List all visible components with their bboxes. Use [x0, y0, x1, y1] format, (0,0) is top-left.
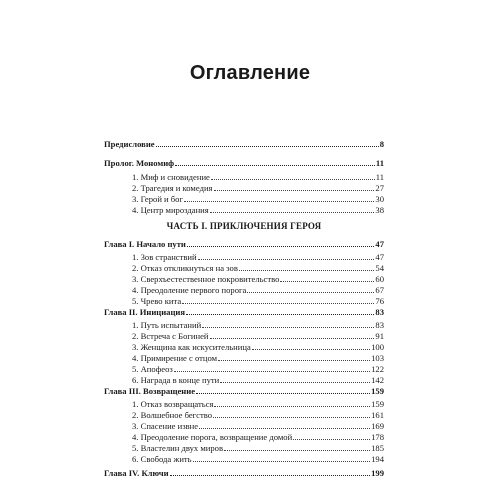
dot-leader	[218, 352, 370, 361]
dot-leader	[170, 467, 371, 476]
toc-entry-chapter-2[interactable]	[104, 306, 384, 318]
toc-entry-label: 3. Спасение извне	[132, 421, 199, 431]
toc-page-number: 91	[375, 331, 384, 341]
toc-page-number: 161	[371, 410, 384, 420]
toc-entry-label: 2. Отказ откликнуться на зов	[132, 263, 238, 273]
dot-leader	[199, 420, 370, 429]
toc-page-number: 100	[371, 342, 384, 352]
toc-page-number: 67	[375, 285, 384, 295]
toc-entry-label: Глава III. Возвращение	[104, 386, 196, 396]
dot-leader	[213, 409, 370, 418]
toc-entry-label: 1. Путь испытаний	[132, 320, 202, 330]
dot-leader	[175, 157, 375, 166]
toc-entry-chapter-4[interactable]	[104, 467, 384, 479]
toc-entry-label: Пролог. Мономиф	[104, 158, 175, 168]
dot-leader	[202, 319, 374, 328]
dot-leader	[210, 330, 375, 339]
toc-page-number: 47	[375, 239, 384, 249]
toc-entry-prologue[interactable]	[104, 157, 384, 169]
toc-page-number: 83	[375, 307, 384, 317]
toc-entry-label: Глава II. Инициация	[104, 307, 186, 317]
toc-page-number: 194	[371, 454, 384, 464]
dot-leader	[247, 284, 374, 293]
dot-leader	[182, 295, 374, 304]
dot-leader	[214, 182, 375, 191]
toc-page-number: 47	[375, 252, 384, 262]
dot-leader	[220, 374, 370, 383]
dot-leader	[174, 363, 370, 372]
part-heading: ЧАСТЬ I. ПРИКЛЮЧЕНИЯ ГЕРОЯ	[166, 221, 322, 231]
toc-entry-label: 2. Волшебное бегство	[132, 410, 213, 420]
toc-page-number: 185	[371, 443, 384, 453]
dot-leader	[186, 306, 374, 315]
dot-leader	[293, 431, 370, 440]
toc-entry-label: 2. Трагедия и комедия	[132, 183, 213, 193]
toc-page-number: 178	[371, 432, 384, 442]
toc-entry-label: Предисловие	[104, 139, 155, 149]
dot-leader	[239, 262, 375, 271]
toc-entry-label: 4. Центр мироздания	[132, 205, 209, 215]
dot-leader	[280, 273, 374, 282]
toc-entry-label: 1. Зов странствий	[132, 252, 197, 262]
dot-leader	[214, 398, 370, 407]
toc-entry-label: 5. Властелин двух миров	[132, 443, 224, 453]
dot-leader	[210, 204, 375, 213]
toc-entry-label: 4. Преодоление первого порога	[132, 285, 247, 295]
toc-page-number: 159	[371, 399, 384, 409]
toc-page-number: 142	[371, 375, 384, 385]
dot-leader	[252, 341, 370, 350]
toc-subentry[interactable]	[104, 453, 384, 465]
dot-leader	[187, 238, 375, 247]
dot-leader	[193, 453, 371, 462]
toc-page-number: 122	[371, 364, 384, 374]
toc-page-number: 199	[371, 468, 384, 478]
toc-page-number: 54	[375, 263, 384, 273]
toc-entry-label: 1. Миф и сновидение	[132, 172, 210, 182]
toc-entry-label: 2. Встреча с Богиней	[132, 331, 209, 341]
toc-page-number: 76	[375, 296, 384, 306]
dot-leader	[224, 442, 370, 451]
dot-leader	[211, 171, 375, 180]
toc-subentry[interactable]	[104, 204, 384, 216]
toc-entry-label: 4. Примирение с отцом	[132, 353, 218, 363]
toc-entry-label: Глава I. Начало пути	[104, 239, 186, 249]
toc-entry-label: 3. Женщина как искусительница	[132, 342, 251, 352]
toc-page-number: 11	[375, 158, 384, 168]
toc-page-number: 169	[371, 421, 384, 431]
toc-entry-label: 3. Герой и бог	[132, 194, 184, 204]
toc-page-number: 30	[375, 194, 384, 204]
toc-page-number: 27	[375, 183, 384, 193]
toc-entry-label: 5. Апофеоз	[132, 364, 173, 374]
toc-entry-label: 4. Преодоление порога, возвращение домой	[132, 432, 293, 442]
page-title: Оглавление	[189, 62, 311, 84]
toc-page-number: 60	[375, 274, 384, 284]
dot-leader	[198, 251, 375, 260]
toc-entry-preface[interactable]	[104, 138, 384, 150]
toc-page-number: 83	[375, 320, 384, 330]
dot-leader	[196, 385, 370, 394]
toc-entry-label: 6. Свобода жить	[132, 454, 192, 464]
toc-entry-chapter-3[interactable]	[104, 385, 384, 397]
toc-page-number: 103	[371, 353, 384, 363]
toc-entry-label: 1. Отказ возвращаться	[132, 399, 214, 409]
toc-entry-label: 3. Сверхъестественное покровительство	[132, 274, 280, 284]
dot-leader	[156, 138, 379, 147]
toc-entry-label: 5. Чрево кита	[132, 296, 182, 306]
toc-page-number: 159	[371, 386, 384, 396]
toc-page-number: 11	[375, 172, 384, 182]
toc-entry-label: 6. Награда в конце пути	[132, 375, 220, 385]
toc-entry-label: Глава IV. Ключи	[104, 468, 169, 478]
dot-leader	[184, 193, 374, 202]
toc-page-number: 8	[379, 139, 384, 149]
toc-entry-chapter-1[interactable]	[104, 238, 384, 250]
toc-page-number: 38	[375, 205, 384, 215]
